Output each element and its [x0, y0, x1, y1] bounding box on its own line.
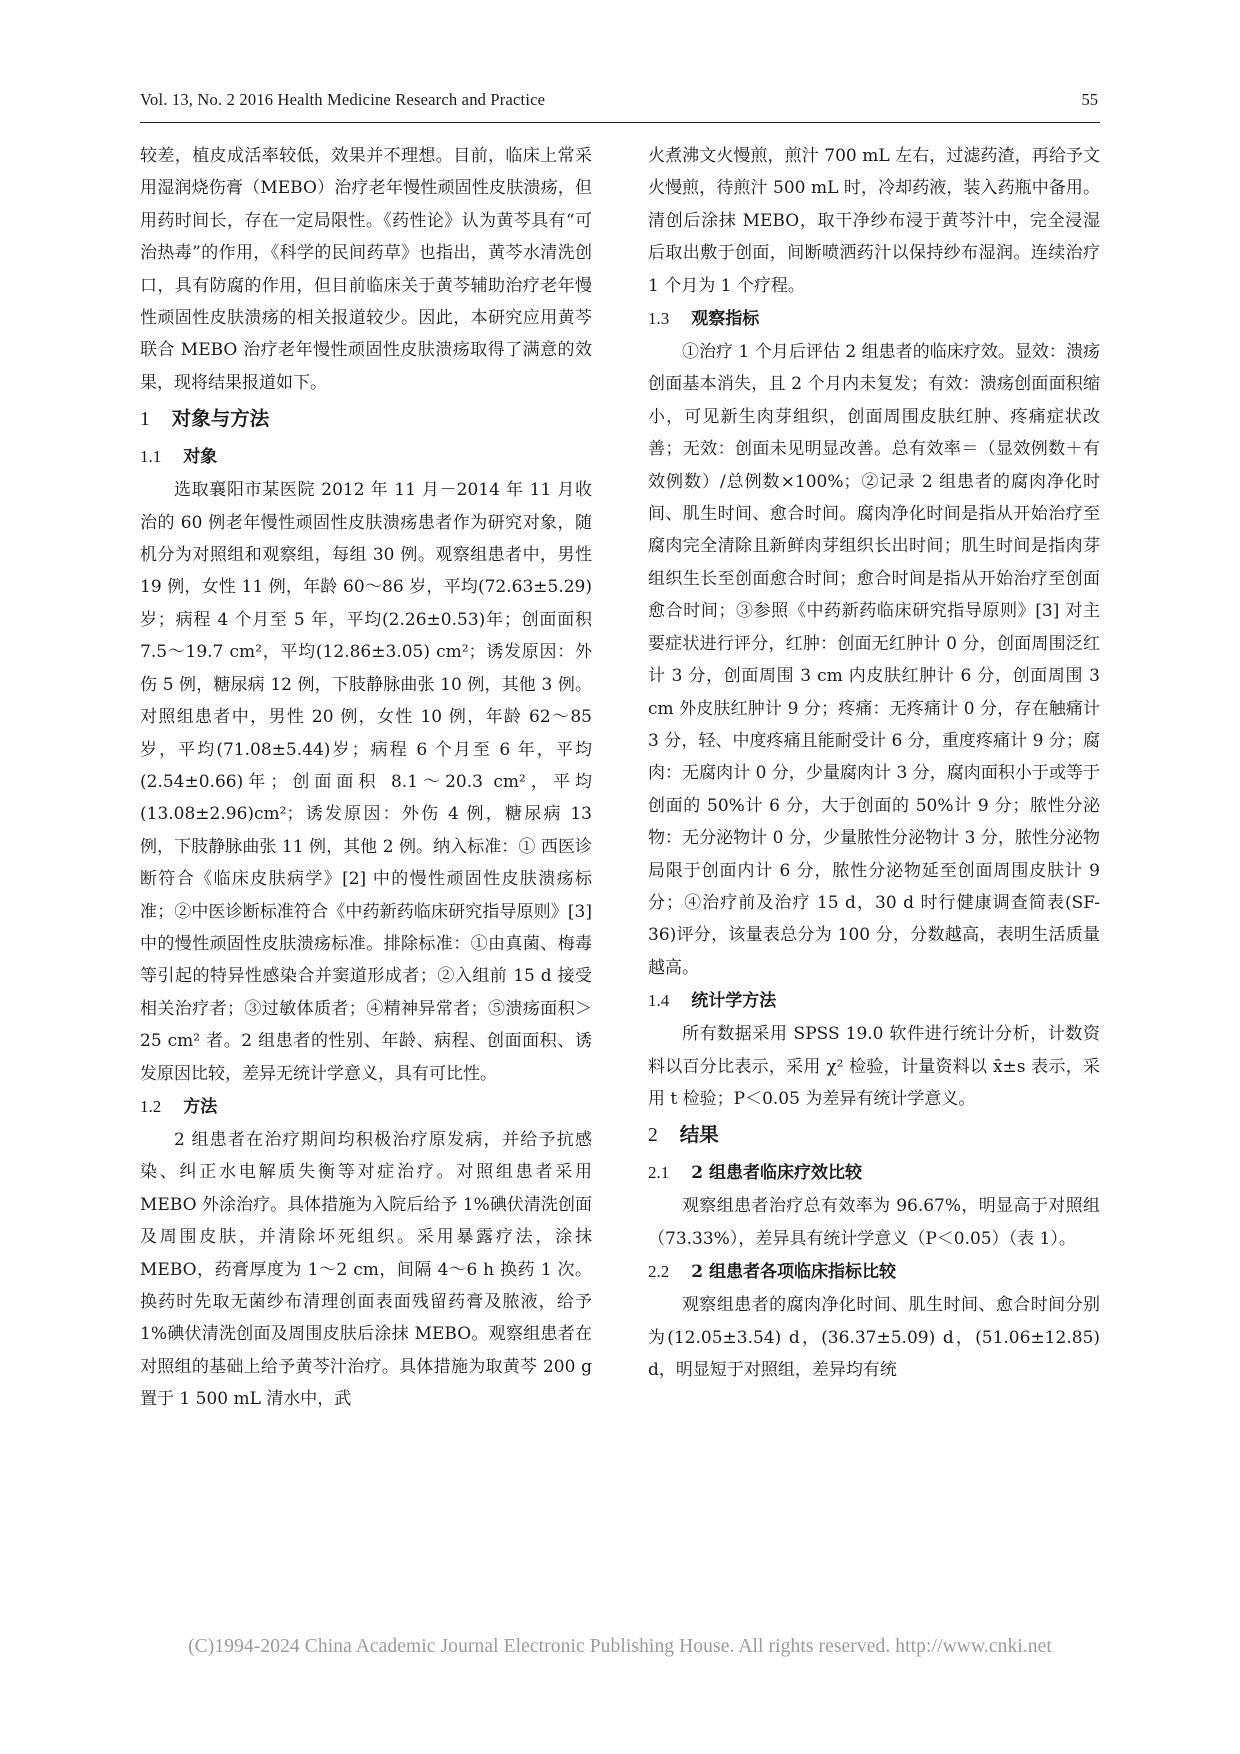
section-title: 结果 [679, 1123, 719, 1147]
right-column [648, 140, 1100, 1386]
methods-paragraph: 2 组患者在治疗期间均积极治疗原发病，并给予抗感染、纠正水电解质失衡等对症治疗。对照组患者采用 MEBO 外涂治疗。具体措施为入院后给予 1%碘伏清洗创面及周围皮肤，并清除坏死组织。采用暴露疗法，涂抹 MEBO，药膏厚度为 1～2 cm，间隔 4～6 h 换药 1 次。换药时先取无菌纱布清理创面表面残留药膏及脓液，给予 1%碘伏清洗创面及周围皮肤后涂抹 MEBO。观察组患者在对照组的基础上给予黄芩汁治疗。具体措施为取黄芩 200 g 置于 1 500 mL 清水中，武 [140, 1129, 592, 1410]
subsection-title: 统计学方法 [691, 991, 777, 1012]
subsection-heading-efficacy [648, 1156, 1100, 1190]
subsection-title: 方法 [183, 1096, 218, 1117]
statistics-paragraph: 所有数据采用 SPSS 19.0 软件进行统计分析，计数资料以百分比表示，采用 χ² 检验，计量资料以 x̄±s 表示，采用 t 检验；P＜0.05 为差异有统计学意义。 [648, 1024, 1100, 1109]
section-number: 2 [648, 1125, 658, 1147]
intro-paragraph-continued: 较差，植皮成活率较低，效果并不理想。目前，临床上常采用湿润烧伤膏（MEBO）治疗老年慢性顽固性皮肤溃疡，但用药时间长，存在一定局限性。《药性论》认为黄芩具有“可治热毒”的作用，《科学的民间药草》也指出，黄芩水清洗创口，具有防腐的作用，但目前临床关于黄芩辅助治疗老年慢性顽固性皮肤溃疡的相关报道较少。因此，本研究应用黄芩联合 MEBO 治疗老年慢性顽固性皮肤溃疡取得了满意的效果，现将结果报道如下。 [140, 146, 592, 393]
subsection-number: 1.1 [140, 447, 162, 467]
subsection-number: 1.2 [140, 1096, 162, 1116]
section-title: 对象与方法 [171, 407, 270, 431]
section-number: 1 [140, 409, 150, 431]
subsection-number: 1.3 [648, 309, 670, 329]
section-heading-results [648, 1115, 1100, 1156]
subsection-heading-methods [140, 1090, 592, 1124]
indicators-paragraph: ①治疗 1 个月后评估 2 组患者的临床疗效。显效：溃疡创面基本消失，且 2 个月内未复发；有效：溃疡创面面积缩小，可见新生肉芽组织，创面周围皮肤红肿、疼痛症状改善；无效：创面未见明显改善。总有效率＝（显效例数＋有效例数）/总例数×100%；②记录 2 组患者的腐肉净化时间、肌生时间、愈合时间。腐肉净化时间是指从开始治疗至腐肉完全清除且新鲜肉芽组织长出时间；肌生时间是指肉芽组织生长至创面愈合时间；愈合时间是指从开始治疗至创面愈合时间；③参照《中药新药临床研究指导原则》[3] 对主要症状进行评分，红肿：创面无红肿计 0 分，创面周围泛红计 3 分，创面周围 3 cm 内皮肤红肿计 6 分，创面周围 3 cm 外皮肤红肿计 9 分；疼痛：无疼痛计 0 分，存在触痛计 3 分，轻、中度疼痛且能耐受计 6 分，重度疼痛计 9 分；腐肉：无腐肉计 0 分，少量腐肉计 3 分，腐肉面积小于或等于创面的 50%计 6 分，大于创面的 50%计 9 分；脓性分泌物：无分泌物计 0 分，少量脓性分泌物计 3 分，脓性分泌物局限于创面内计 6 分，脓性分泌物延至创面周围皮肤计 9 分；④治疗前及治疗 15 d，30 d 时行健康调查简表(SF-36)评分，该量表总分为 100 分，分数越高，表明生活质量越高。 [648, 342, 1100, 978]
subsection-heading-indicators [648, 302, 1100, 336]
efficacy-paragraph: 观察组患者治疗总有效率为 96.67%，明显高于对照组（73.33%），差异具有统计学意义（P＜0.05）（表 1）。 [648, 1196, 1100, 1249]
clinical-indices-paragraph: 观察组患者的腐肉净化时间、肌生时间、愈合时间分别为(12.05±3.54) d，(36.37±5.09) d，(51.06±12.85) d，明显短于对照组，差异均有统 [648, 1295, 1100, 1380]
copyright-footer: (C)1994-2024 China Academic Journal Electronic Publishing House. All rights reserved. http://www.cnki.net [188, 1636, 1052, 1657]
subsection-heading-clinical-indices [648, 1255, 1100, 1289]
subjects-paragraph: 选取襄阳市某医院 2012 年 11 月－2014 年 11 月收治的 60 例老年慢性顽固性皮肤溃疡患者作为研究对象，随机分为对照组和观察组，每组 30 例。观察组患者中，男性 19 例，女性 11 例，年龄 60～86 岁，平均(72.63±5.29)岁；病程 4 个月至 5 年，平均(2.26±0.53)年；创面面积 7.5～19.7 cm²，平均(12.86±3.05) cm²；诱发原因：外伤 5 例，糖尿病 12 例，下肢静脉曲张 10 例，其他 3 例。对照组患者中，男性 20 例，女性 10 例，年龄 62～85 岁，平均(71.08±5.44)岁；病程 6 个月至 6 年，平均(2.54±0.66)年；创面面积 8.1～20.3 cm²，平均(13.08±2.96)cm²；诱发原因：外伤 4 例，糖尿病 13 例，下肢静脉曲张 11 例，其他 2 例。纳入标准：① 西医诊断符合《临床皮肤病学》[2] 中的慢性顽固性皮肤溃疡标准；②中医诊断标准符合《中药新药临床研究指导原则》[3] 中的慢性顽固性皮肤溃疡标准。排除标准：①由真菌、梅毒等引起的特异性感染合并窦道形成者；②入组前 15 d 接受相关治疗者；③过敏体质者；④精神异常者；⑤溃疡面积＞25 cm² 者。2 组患者的性别、年龄、病程、创面面积、诱发原因比较，差异无统计学意义，具有可比性。 [140, 480, 592, 1084]
page-number: 55 [1081, 90, 1098, 109]
journal-citation: Vol. 13, No. 2 2016 Health Medicine Research and Practice [140, 90, 546, 109]
subsection-title: 观察指标 [691, 309, 760, 330]
left-column [140, 140, 592, 1416]
subsection-title: 2 组患者各项临床指标比较 [691, 1262, 896, 1283]
subsection-number: 1.4 [648, 991, 670, 1011]
running-header [140, 82, 1100, 123]
subsection-number: 2.1 [648, 1163, 670, 1183]
subsection-heading-statistics [648, 984, 1100, 1018]
subsection-title: 对象 [183, 447, 218, 468]
subsection-number: 2.2 [648, 1262, 670, 1282]
subsection-title: 2 组患者临床疗效比较 [691, 1163, 862, 1184]
section-heading-methods [140, 399, 592, 440]
methods-paragraph-continued: 火煮沸文火慢煎，煎汁 700 mL 左右，过滤药渣，再给予文火慢煎，待煎汁 500 mL 时，冷却药液，装入药瓶中备用。清创后涂抹 MEBO，取干净纱布浸于黄芩汁中，完全浸湿后取出敷于创面，间断喷洒药汁以保持纱布湿润。连续治疗 1 个月为 1 个疗程。 [648, 146, 1100, 296]
subsection-heading-subjects [140, 440, 592, 474]
